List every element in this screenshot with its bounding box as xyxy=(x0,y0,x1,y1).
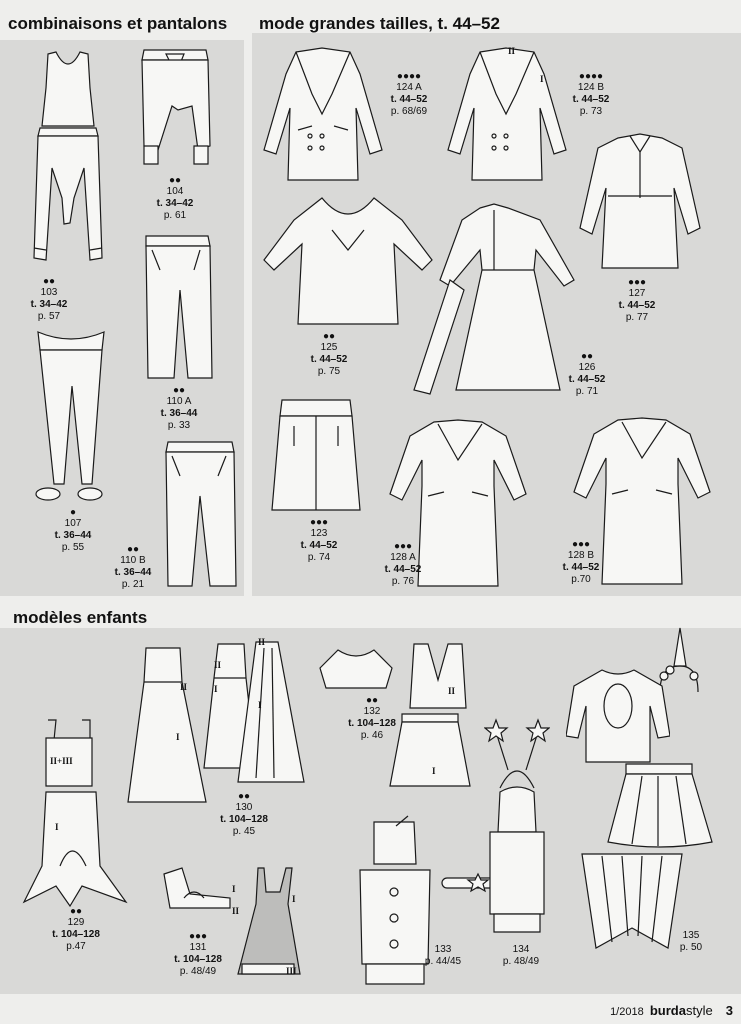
difficulty-dots: ●● xyxy=(172,385,186,396)
size-range: t. 34–42 xyxy=(30,299,68,310)
piece-label: I xyxy=(432,766,436,776)
page-number: 3 xyxy=(725,1003,733,1018)
page-ref: p. 61 xyxy=(163,210,187,221)
headband-134-sketch xyxy=(484,718,550,792)
top-125-sketch xyxy=(262,190,434,330)
model-number: 131 xyxy=(189,942,207,953)
caption-110a xyxy=(154,386,204,432)
caption-123 xyxy=(294,518,344,564)
difficulty-dots: ●●● xyxy=(571,539,591,550)
page-ref: p. 68/69 xyxy=(390,106,428,117)
tulle-skirt-135-sketch xyxy=(606,762,714,850)
caption-126 xyxy=(562,352,612,398)
model-number: 134 xyxy=(512,944,530,955)
piece-label: I xyxy=(258,700,262,710)
size-range: t. 34–42 xyxy=(156,198,194,209)
difficulty-dots: ●● xyxy=(126,544,140,555)
size-range: t. 44–52 xyxy=(384,564,422,575)
model-number: 132 xyxy=(363,706,381,717)
model-number: 103 xyxy=(40,287,58,298)
model-number: 123 xyxy=(310,528,328,539)
model-number: 125 xyxy=(320,342,338,353)
model-number: 124 A xyxy=(396,82,422,93)
difficulty-dots: ●●● xyxy=(627,277,647,288)
difficulty-dots: ●● xyxy=(365,695,379,706)
caption-124b xyxy=(566,72,616,118)
hoodie-134-sketch xyxy=(486,786,548,936)
model-number: 104 xyxy=(166,186,184,197)
size-range: t. 104–128 xyxy=(348,718,396,729)
difficulty-dots: ●● xyxy=(42,276,56,287)
caption-128b xyxy=(556,540,606,586)
difficulty-dots: ●● xyxy=(69,906,83,917)
piece-label: II+III xyxy=(50,756,73,766)
difficulty-dots: ●●● xyxy=(309,517,329,528)
cape-132-sketch xyxy=(318,646,394,692)
caption-124a xyxy=(384,72,434,118)
model-number: 127 xyxy=(628,288,646,299)
size-range: t. 44–52 xyxy=(300,540,338,551)
caption-125 xyxy=(304,332,354,378)
model-number: 126 xyxy=(578,362,596,373)
piece-label: II xyxy=(214,660,222,670)
model-number: 128 B xyxy=(567,550,595,561)
page-ref: p. 73 xyxy=(579,106,603,117)
dress-126-sketch xyxy=(410,200,576,396)
model-number: 124 B xyxy=(577,82,605,93)
difficulty-dots: ●●● xyxy=(393,541,413,552)
difficulty-dots: ●●●● xyxy=(578,71,604,82)
model-number: 129 xyxy=(67,917,85,928)
model-number: 128 A xyxy=(390,552,416,563)
caption-133 xyxy=(418,944,468,968)
caption-131 xyxy=(168,932,228,978)
coat-124b-sketch xyxy=(446,44,568,184)
piece-label: III xyxy=(286,966,297,976)
piece-label: II xyxy=(508,46,516,56)
issue-label: 1/2018 xyxy=(610,1006,644,1018)
difficulty-dots: ●● xyxy=(322,331,336,342)
page-ref: p. 33 xyxy=(167,420,191,431)
difficulty-dots: ●● xyxy=(580,351,594,362)
jumpsuit-103-sketch xyxy=(18,48,118,276)
vest-132-sketch xyxy=(408,640,468,712)
page-ref: p. 71 xyxy=(575,386,599,397)
trousers-110b-sketch xyxy=(160,436,240,592)
page-ref: p. 77 xyxy=(625,312,649,323)
size-range: t. 36–44 xyxy=(114,567,152,578)
page-ref: p. 74 xyxy=(307,552,331,563)
skirt-123-sketch xyxy=(270,396,362,514)
size-range: t. 104–128 xyxy=(220,814,268,825)
size-range: t. 44–52 xyxy=(310,354,348,365)
page-ref: p. 21 xyxy=(121,579,145,590)
section-title-jumpsuits: combinaisons et pantalons xyxy=(8,14,228,33)
page-ref: p.47 xyxy=(66,941,86,952)
size-range: t. 44–52 xyxy=(390,94,428,105)
piece-label: I xyxy=(540,74,544,84)
size-range: t. 104–128 xyxy=(174,954,222,965)
caption-103 xyxy=(24,277,74,323)
top-135-sketch xyxy=(566,666,670,766)
trousers-110a-sketch xyxy=(142,230,214,382)
model-number: 133 xyxy=(434,944,452,955)
section-title-kids: modèles enfants xyxy=(13,608,148,627)
piece-label: I xyxy=(214,684,218,694)
model-number: 107 xyxy=(64,518,82,529)
piece-label: I xyxy=(55,822,59,832)
size-range: t. 44–52 xyxy=(562,562,600,573)
tunic-127-sketch xyxy=(578,128,702,274)
caption-134 xyxy=(496,944,546,968)
page-ref: p. 55 xyxy=(61,542,85,553)
page-ref: p. 57 xyxy=(37,311,61,322)
caption-127 xyxy=(612,278,662,324)
pants-104-sketch xyxy=(138,46,212,174)
size-range: t. 44–52 xyxy=(568,374,606,385)
page-ref: p. 48/49 xyxy=(502,956,540,967)
model-number: 135 xyxy=(682,930,700,941)
page-ref: p. 50 xyxy=(679,942,703,953)
piece-label: II xyxy=(232,906,240,916)
page-ref: p. 48/49 xyxy=(179,966,217,977)
size-range: t. 104–128 xyxy=(52,929,100,940)
mermaid-129-sketch xyxy=(20,716,130,908)
size-range: t. 44–52 xyxy=(618,300,656,311)
model-number: 130 xyxy=(235,802,253,813)
difficulty-dots: ● xyxy=(69,507,77,518)
caption-110b xyxy=(108,545,158,591)
page-ref: p. 46 xyxy=(360,730,384,741)
difficulty-dots: ●● xyxy=(168,175,182,186)
brand-suffix: style xyxy=(685,1003,713,1018)
caption-104 xyxy=(150,176,200,222)
page-ref: p. 45 xyxy=(232,826,256,837)
piece-label: II xyxy=(448,686,456,696)
caption-130 xyxy=(212,792,276,838)
size-range: t. 36–44 xyxy=(160,408,198,419)
difficulty-dots: ●● xyxy=(237,791,251,802)
size-range: t. 36–44 xyxy=(54,530,92,541)
piece-label: I xyxy=(292,894,296,904)
page-ref: p. 76 xyxy=(391,576,415,587)
model-number: 110 B xyxy=(120,555,146,566)
piece-label: II xyxy=(180,682,188,692)
section-title-plus-size: mode grandes tailles, t. 44–52 xyxy=(259,14,500,33)
page-ref: p.70 xyxy=(571,574,591,585)
page-footer xyxy=(610,1003,733,1018)
caption-128a xyxy=(378,542,428,588)
size-range: t. 44–52 xyxy=(572,94,610,105)
piece-label: II xyxy=(258,637,266,647)
page-ref: p. 75 xyxy=(317,366,341,377)
model-number: 110 A xyxy=(166,396,192,407)
coat-124a-sketch xyxy=(262,44,384,184)
piece-label: I xyxy=(232,884,236,894)
difficulty-dots: ●●●● xyxy=(396,71,422,82)
caption-132 xyxy=(340,696,404,742)
piece-label: I xyxy=(176,732,180,742)
difficulty-dots: ●●● xyxy=(188,931,208,942)
page-ref: p. 44/45 xyxy=(424,956,462,967)
brand-name: burda xyxy=(649,1003,686,1018)
caption-129 xyxy=(46,907,106,953)
leggings-107-sketch xyxy=(28,326,114,502)
caption-107 xyxy=(48,508,98,554)
caption-135 xyxy=(666,930,716,954)
